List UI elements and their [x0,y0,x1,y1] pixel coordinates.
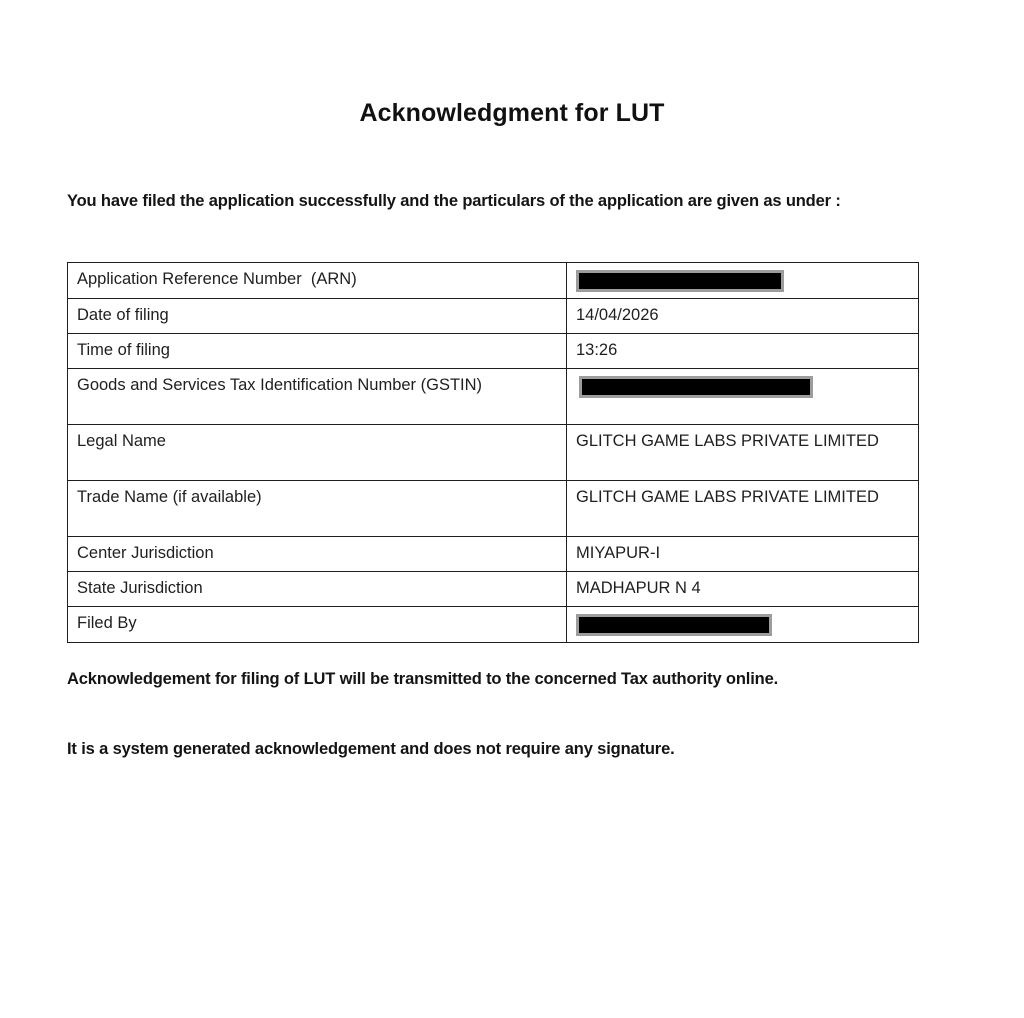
row-label: Legal Name [77,432,166,450]
table-row [68,572,919,607]
row-value-cell [567,334,919,369]
row-label-cell [68,299,567,334]
table-row [68,607,919,643]
row-value: MADHAPUR N 4 [576,579,701,597]
row-label-cell [68,607,567,643]
row-value-cell [567,537,919,572]
row-value-cell [567,425,919,481]
row-label: Filed By [77,614,137,632]
row-label-cell [68,425,567,481]
page-title: Acknowledgment for LUT [359,99,665,127]
row-value: 14/04/2026 [576,306,659,324]
redacted-value-arn [576,270,784,292]
row-value: GLITCH GAME LABS PRIVATE LIMITED [576,488,879,506]
table-row [68,263,919,299]
row-label-cell [68,572,567,607]
redacted-value-filed-by [576,614,772,636]
acknowledgment-details-table [67,262,919,643]
row-value-cell [567,572,919,607]
table-row [68,299,919,334]
row-value-cell [567,299,919,334]
row-label: Application Reference Number (ARN) [77,270,357,288]
row-label: Goods and Services Tax Identification Number (GSTIN) [77,376,483,394]
note-signature: It is a system generated acknowledgement and does not require any signature. [67,740,675,758]
row-label: State Jurisdiction [77,579,203,597]
row-value-cell [567,369,919,425]
row-value: MIYAPUR-I [576,544,661,562]
note-transmission: Acknowledgement for filing of LUT will be transmitted to the concerned Tax authority online. [67,670,779,688]
row-label: Time of filing [77,341,170,359]
row-value-cell [567,607,919,643]
row-label: Trade Name (if available) [77,488,262,506]
row-label: Center Jurisdiction [77,544,214,562]
table-row [68,425,919,481]
table-row [68,334,919,369]
row-value-cell [567,263,919,299]
row-label: Date of filing [77,306,169,324]
row-value: GLITCH GAME LABS PRIVATE LIMITED [576,432,879,450]
row-label-cell [68,369,567,425]
redacted-value-gstin [579,376,813,398]
row-label-cell [68,263,567,299]
row-value-cell [567,481,919,537]
table-row [68,369,919,425]
row-label-cell [68,334,567,369]
row-label-cell [68,481,567,537]
row-value: 13:26 [576,341,618,359]
intro-paragraph: You have filed the application successfully and the particulars of the application are given as under : [67,192,841,210]
table-row [68,537,919,572]
row-label-cell [68,537,567,572]
table-row [68,481,919,537]
